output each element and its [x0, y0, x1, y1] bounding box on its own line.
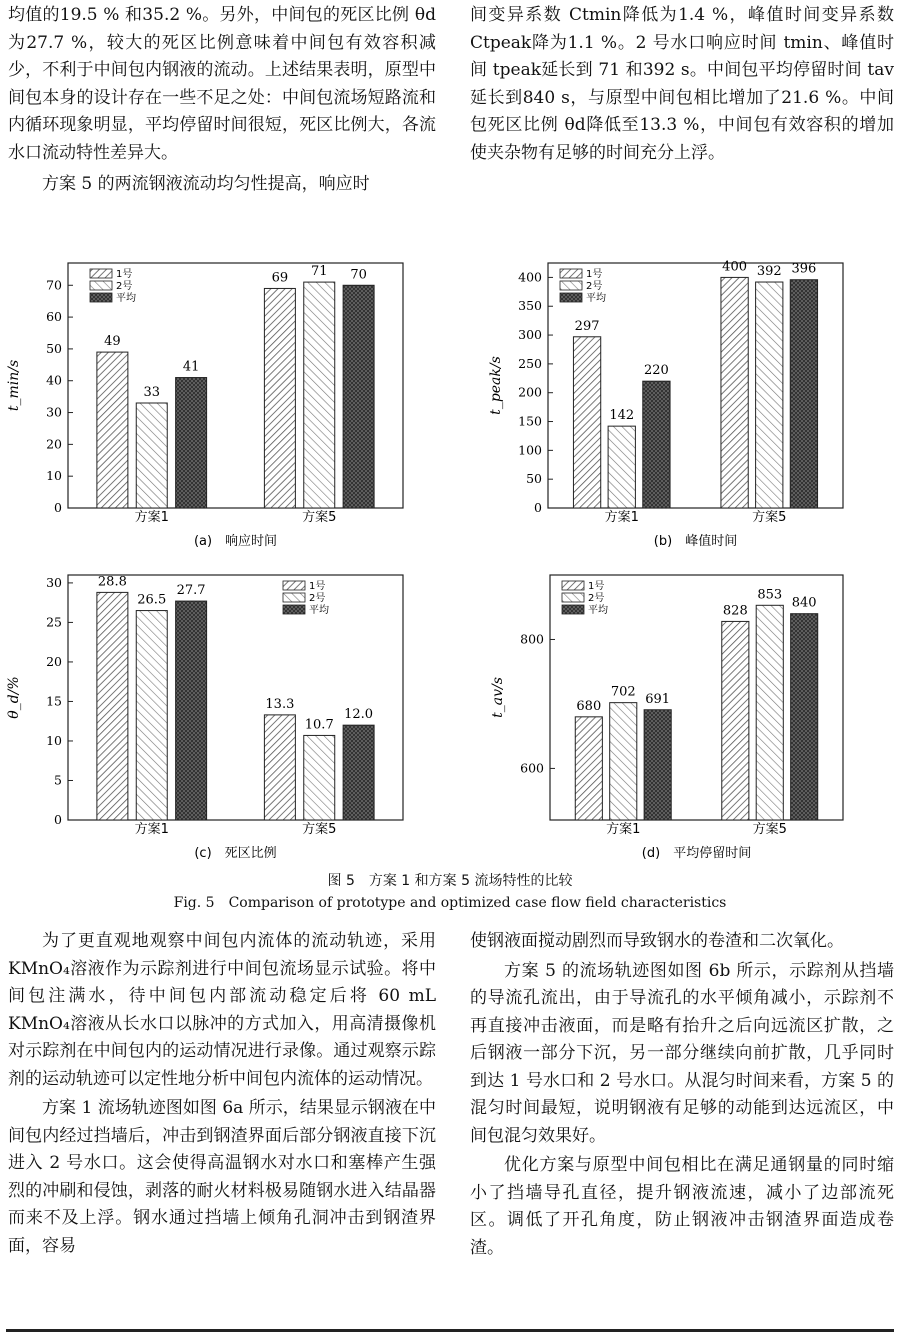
- category-label: 方案5: [752, 822, 787, 837]
- chart-c-svg: [0, 565, 450, 870]
- category-label: 方案1: [134, 822, 169, 837]
- chart-subcaption: (a) 响应时间: [193, 534, 278, 549]
- bar: [343, 725, 374, 820]
- bar-value-label: 28.8: [97, 574, 127, 590]
- legend-swatch: [283, 581, 305, 590]
- bottom-right-column: [470, 928, 894, 1262]
- top-right-column: [470, 2, 894, 167]
- legend-label: 平均: [588, 605, 608, 616]
- chart-subcaption: (b) 峰值时间: [653, 534, 738, 549]
- legend-swatch: [560, 281, 582, 290]
- legend-label: 2号: [586, 281, 603, 292]
- bar: [97, 352, 128, 508]
- bar-value-label: 680: [576, 698, 602, 714]
- category-label: 方案1: [134, 510, 169, 525]
- bar: [722, 621, 749, 820]
- bar-value-label: 49: [104, 334, 121, 350]
- legend-swatch: [283, 605, 305, 614]
- category-label: 方案1: [606, 822, 641, 837]
- chart-panel-c: [0, 565, 450, 870]
- paragraph: 使钢液面搅动剧烈而导致钢水的卷渣和二次氧化。: [470, 931, 844, 951]
- bar: [643, 381, 670, 508]
- bar-value-label: 70: [350, 267, 367, 283]
- bar-value-label: 41: [182, 359, 200, 375]
- paragraph: 方案 5 的流场轨迹图如图 6b 所示，示踪剂从挡墙的导流孔流出，由于导流孔的水平倾角减小，示踪剂不再直接冲击液面，而是略有抬升之后向远流区扩散，之后钢液一部分下沉，另一部分继续向前扩散，几乎同时到达 1 号水口和 2 号水口。从混匀时间来看，方案 5 的混匀时间最短，说明钢液有足够的动能到达远流区，中间包混匀效果好。: [470, 960, 894, 1146]
- bar: [573, 337, 600, 508]
- bar-value-label: 220: [643, 363, 669, 379]
- y-tick-label: 70: [46, 277, 62, 293]
- y-axis-label: t_min/s: [6, 359, 22, 412]
- bar-value-label: 27.7: [176, 583, 206, 599]
- bar-value-label: 12.0: [344, 707, 374, 723]
- legend-label: 平均: [586, 293, 606, 304]
- y-tick-label: 300: [518, 327, 542, 343]
- y-tick-label: 10: [46, 468, 62, 484]
- y-tick-label: 10: [46, 732, 62, 748]
- y-tick-label: 30: [46, 574, 62, 590]
- paragraph: 方案 1 流场轨迹图如图 6a 所示，结果显示钢液在中间包内经过挡墙后，冲击到钢渣界面后部分钢液直接下沉进入 2 号水口。这会使得高温钢水对水口和塞棒产生强烈的冲刷和侵蚀，剥落的耐火材料极易随钢水进入结晶器而来不及上浮。钢水通过挡墙上倾角孔洞冲击到钢渣界面，容易: [8, 1098, 436, 1256]
- chart-panel-a: [0, 255, 450, 555]
- bar-value-label: 400: [722, 259, 748, 275]
- legend-swatch: [560, 269, 582, 278]
- legend-swatch: [90, 293, 112, 302]
- chart-panel-b: [450, 255, 900, 555]
- bar: [176, 378, 207, 508]
- top-left-column: [8, 2, 436, 199]
- bar-value-label: 840: [791, 595, 817, 611]
- legend-label: 1号: [116, 269, 133, 280]
- bar-value-label: 853: [757, 587, 783, 603]
- bar: [790, 280, 817, 508]
- bar-value-label: 69: [271, 270, 289, 286]
- bar-value-label: 10.7: [304, 717, 334, 733]
- y-tick-label: 20: [46, 653, 62, 669]
- y-tick-label: 30: [46, 404, 62, 420]
- category-label: 方案1: [604, 510, 639, 525]
- bar-value-label: 33: [143, 385, 161, 400]
- bar: [264, 715, 295, 820]
- legend-label: 1号: [588, 581, 605, 592]
- legend-swatch: [562, 581, 584, 590]
- legend-swatch: [90, 269, 112, 278]
- y-tick-label: 250: [518, 355, 542, 371]
- y-axis-label: t_peak/s: [488, 356, 504, 415]
- bar-value-label: 26.5: [137, 592, 167, 608]
- bar: [304, 282, 335, 508]
- bar-value-label: 396: [791, 261, 817, 277]
- y-tick-label: 15: [46, 693, 62, 709]
- bar-value-label: 142: [609, 408, 635, 424]
- bar: [264, 288, 295, 508]
- paragraph: 均值的19.5 % 和35.2 %。另外，中间包的死区比例 θd为27.7 %，较大的死区比例意味着中间包有效容积减少，不利于中间包内钢液的流动。上述结果表明，原型中间包本身的设计存在一些不足之处：中间包流场短路流和内循环现象明显，平均停留时间很短，死区比例大，各流水口流动特性差异大。: [8, 5, 436, 163]
- y-tick-label: 350: [518, 298, 542, 314]
- page-bottom-rule: [6, 1329, 894, 1332]
- paragraph: 优化方案与原型中间包相比在满足通钢量的同时缩小了挡墙导孔直径，提升钢液流速，减小了边部流死区。调低了开孔角度，防止钢液冲击钢渣界面造成卷渣。: [470, 1155, 894, 1258]
- bar-value-label: 71: [310, 264, 328, 280]
- legend-swatch: [562, 593, 584, 602]
- bar: [136, 403, 167, 508]
- legend-swatch: [562, 605, 584, 614]
- bar-value-label: 828: [722, 603, 748, 619]
- chart-d-svg: [450, 565, 900, 870]
- legend-label: 2号: [588, 593, 605, 604]
- y-tick-label: 600: [520, 760, 544, 776]
- bar: [644, 710, 671, 820]
- bar-value-label: 392: [756, 264, 782, 280]
- paragraph: 为了更直观地观察中间包内流体的流动轨迹，采用 KMnO₄溶液作为示踪剂进行中间包流场显示试验。将中间包注满水，待中间包内部流动稳定后将 60 mL KMnO₄溶液从长水口以脉冲的方式加入，用高清摄像机对示踪剂在中间包内的运动情况进行录像。通过观察示踪剂的运动轨迹可以定性地分析中间包内流体的运动情况。: [8, 931, 436, 1089]
- bar: [610, 703, 637, 820]
- bar: [791, 614, 818, 820]
- figure-caption-cn: 图 5 方案 1 和方案 5 流场特性的比较: [327, 873, 573, 889]
- bar-value-label: 702: [610, 684, 636, 700]
- category-label: 方案5: [302, 822, 337, 837]
- legend-label: 1号: [586, 269, 603, 280]
- y-tick-label: 50: [526, 471, 542, 487]
- chart-b-svg: [450, 255, 900, 555]
- paragraph: 方案 5 的两流钢液流动均匀性提高，响应时: [42, 174, 370, 194]
- y-tick-label: 0: [54, 812, 62, 827]
- y-tick-label: 50: [46, 340, 62, 356]
- bar: [608, 426, 635, 508]
- bar: [575, 717, 602, 820]
- y-tick-label: 800: [520, 631, 544, 647]
- legend-swatch: [283, 593, 305, 602]
- chart-a-svg: [0, 255, 450, 555]
- legend-label: 平均: [116, 293, 136, 304]
- y-tick-label: 200: [518, 384, 542, 400]
- y-tick-label: 25: [46, 614, 62, 630]
- bottom-left-column: [8, 928, 436, 1260]
- y-axis-label: t_av/s: [490, 677, 506, 718]
- category-label: 方案5: [752, 510, 787, 525]
- category-label: 方案5: [302, 510, 337, 525]
- legend-swatch: [560, 293, 582, 302]
- y-tick-label: 5: [54, 772, 62, 788]
- y-tick-label: 0: [534, 500, 542, 515]
- chart-subcaption: (c) 死区比例: [194, 846, 277, 861]
- y-tick-label: 60: [46, 309, 62, 325]
- y-axis-label: θ_d/%: [6, 676, 22, 719]
- bar-value-label: 691: [645, 691, 671, 707]
- bar: [136, 611, 167, 820]
- bar-value-label: 297: [574, 318, 600, 334]
- bar: [176, 601, 207, 820]
- legend-label: 1号: [309, 581, 326, 592]
- figure-caption-en: Fig. 5 Comparison of prototype and optimized case flow field characteristics: [173, 895, 727, 911]
- y-tick-label: 150: [518, 413, 542, 429]
- y-tick-label: 20: [46, 436, 62, 452]
- bar: [343, 285, 374, 508]
- bar: [97, 592, 128, 820]
- y-tick-label: 400: [518, 269, 542, 285]
- chart-subcaption: (d) 平均停留时间: [641, 846, 752, 861]
- y-tick-label: 0: [54, 500, 62, 515]
- paragraph: 间变异系数 Ctmin降低为1.4 %，峰值时间变异系数 Ctpeak降为1.1 %。2 号水口响应时间 tmin、峰值时间 tpeak延长到 71 和392 s。中间包平均停留时间 tav延长到840 s，与原型中间包相比增加了21.6 %。中间包死区比例 θd降低至13.3 %，中间包有效容积的增加使夹杂物有足够的时间充分上浮。: [470, 5, 894, 163]
- bar: [304, 735, 335, 820]
- legend-label: 2号: [309, 593, 326, 604]
- y-tick-label: 40: [46, 372, 62, 388]
- legend-swatch: [90, 281, 112, 290]
- bar-value-label: 13.3: [265, 696, 295, 712]
- bar: [721, 277, 748, 508]
- bar: [756, 282, 783, 508]
- bar: [756, 605, 783, 820]
- chart-panel-d: [450, 565, 900, 870]
- legend-label: 平均: [309, 605, 329, 616]
- y-tick-label: 100: [518, 442, 542, 458]
- legend-label: 2号: [116, 281, 133, 292]
